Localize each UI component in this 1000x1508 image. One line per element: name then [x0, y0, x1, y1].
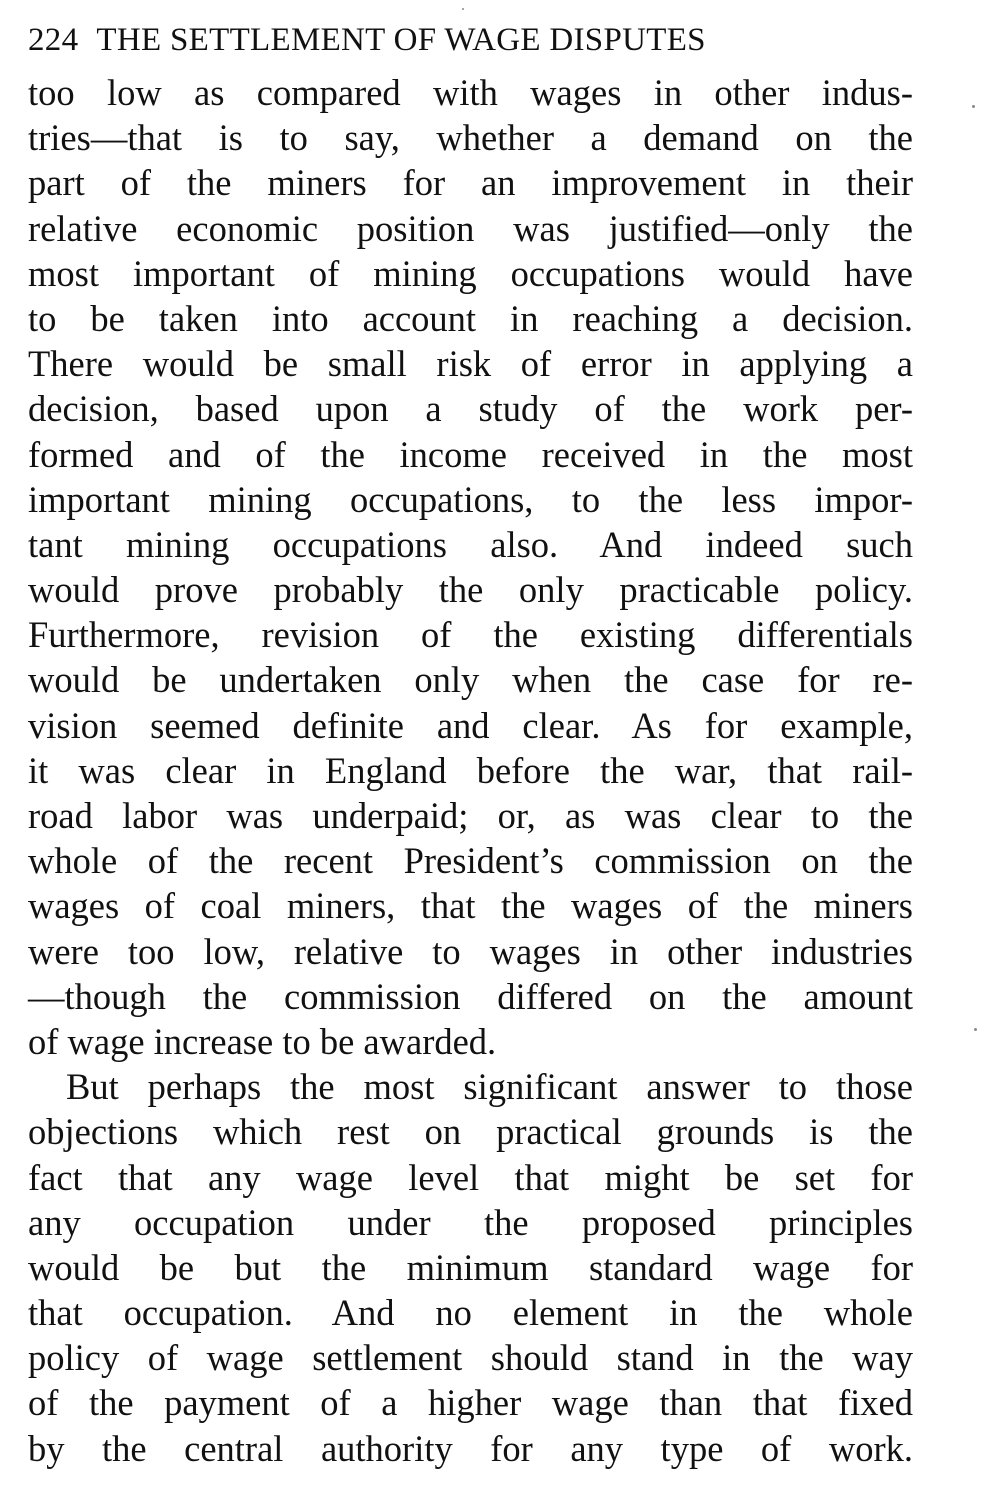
text-line: fact that any wage level that might be set for: [28, 1156, 913, 1198]
text-line: relative economic position was justified—only the: [28, 207, 913, 249]
text-line: were too low, relative to wages in other industries: [28, 930, 913, 972]
text-line: tries—that is to say, whether a demand on the: [28, 117, 913, 159]
paragraph-2: [28, 1064, 913, 1471]
scan-speck: [462, 8, 464, 10]
text-line: policy of wage settlement should stand in the way: [28, 1337, 913, 1379]
text-line: part of the miners for an improvement in their: [28, 162, 913, 204]
running-title: THE SETTLEMENT OF WAGE DISPUTES: [96, 22, 706, 58]
text-line: objections which rest on practical grounds is the: [28, 1111, 913, 1153]
text-line: by the central authority for any type of work.: [28, 1427, 913, 1469]
scan-speck: [974, 1028, 977, 1031]
text-line: whole of the recent President’s commission on the: [28, 840, 913, 882]
text-line: decision, based upon a study of the work per-: [28, 388, 913, 430]
text-line: wages of coal miners, that the wages of the miners: [28, 885, 913, 927]
text-line: important mining occupations, to the less impor-: [28, 478, 913, 520]
text-line: most important of mining occupations would have: [28, 252, 913, 294]
text-line: would be undertaken only when the case for re-: [28, 659, 913, 701]
text-line: to be taken into account in reaching a decision.: [28, 297, 913, 339]
text-line: too low as compared with wages in other indus-: [28, 72, 913, 113]
text-line: any occupation under the proposed principles: [28, 1201, 913, 1243]
text-line: vision seemed definite and clear. As for example,: [28, 704, 913, 746]
text-line: road labor was underpaid; or, as was clear to the: [28, 795, 913, 836]
running-head: [28, 20, 913, 60]
text-line: But perhaps the most significant answer to those: [66, 1066, 913, 1108]
text-line: would be but the minimum standard wage for: [28, 1246, 913, 1288]
text-line: would prove probably the only practicable policy.: [28, 569, 913, 611]
paragraph-1: [28, 70, 913, 1064]
book-page: [28, 20, 913, 1471]
text-line: of the payment of a higher wage than that fixed: [28, 1382, 913, 1424]
text-line: formed and of the income received in the most: [28, 433, 913, 475]
text-line: it was clear in England before the war, that rail-: [28, 749, 913, 791]
text-line: —though the commission differed on the amount: [28, 975, 913, 1017]
text-line: that occupation. And no element in the whole: [28, 1292, 913, 1334]
page-number: 224: [28, 22, 79, 58]
scan-speck: [972, 105, 975, 108]
text-line: of wage increase to be awarded.: [28, 1020, 497, 1062]
text-line: There would be small risk of error in applying a: [28, 343, 913, 385]
text-line: Furthermore, revision of the existing differentials: [28, 614, 913, 656]
text-line: tant mining occupations also. And indeed such: [28, 523, 913, 565]
